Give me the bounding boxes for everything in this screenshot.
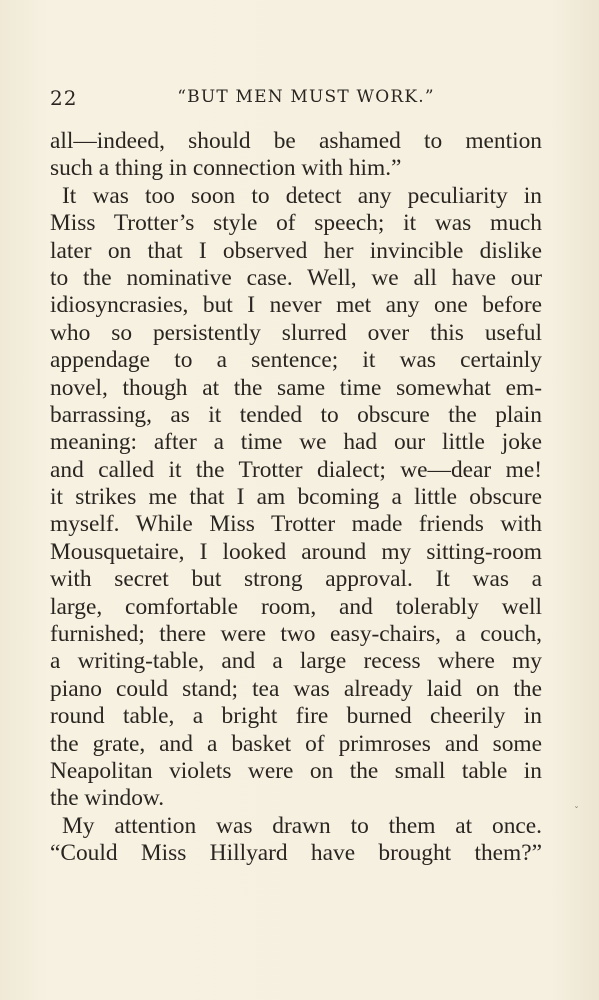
text-line: it strikes me that I am bcoming a little obscure	[50, 484, 542, 511]
text-line: piano could stand; tea was already laid on the	[50, 675, 542, 702]
text-line: Miss Trotter’s style of speech; it was much	[50, 210, 542, 237]
text-line: to the nominative case. Well, we all have our	[50, 264, 542, 291]
text-line: round table, a bright fire burned cheerily in	[50, 703, 542, 730]
text-line: later on that I observed her invincible dislike	[50, 237, 542, 264]
text-line: large, comfortable room, and tolerably well	[50, 593, 542, 620]
text-line: appendage to a sentence; it was certainly	[50, 347, 542, 374]
text-line: novel, though at the same time somewhat em-	[50, 374, 542, 401]
text-line: the window.	[50, 785, 165, 812]
text-line: barrassing, as it tended to obscure the plain	[50, 401, 542, 428]
text-line: My attention was drawn to them at once.	[62, 812, 542, 839]
text-line: meaning: after a time we had our little joke	[50, 429, 542, 456]
margin-mark: ˇ	[574, 806, 579, 817]
running-title: “BUT MEN MUST WORK.”	[177, 87, 435, 107]
text-line: Neapolitan violets were on the small table in	[50, 757, 542, 784]
page-header	[50, 86, 542, 116]
text-line: all—indeed, should be ashamed to mention	[50, 128, 542, 154]
text-line: Mousquetaire, I looked around my sitting-room	[50, 538, 542, 565]
text-line: the grate, and a basket of primroses and some	[50, 730, 542, 757]
text-line: furnished; there were two easy-chairs, a couch,	[50, 621, 542, 648]
text-line: myself. While Miss Trotter made friends with	[50, 511, 542, 538]
text-line: a writing-table, and a large recess where my	[50, 648, 542, 675]
text-line: with secret but strong approval. It was a	[50, 566, 542, 593]
body-text	[50, 128, 542, 868]
page-number: 22	[50, 86, 78, 110]
text-line: idiosyncrasies, but I never met any one before	[50, 292, 542, 319]
text-line: such a thing in connection with him.”	[50, 155, 402, 182]
text-line: “Could Miss Hillyard have brought them?”	[50, 840, 542, 867]
text-line: and called it the Trotter dialect; we—dear me!	[50, 456, 542, 483]
text-line: who so persistently slurred over this useful	[50, 319, 542, 346]
text-line: It was too soon to detect any peculiarity in	[62, 182, 542, 209]
